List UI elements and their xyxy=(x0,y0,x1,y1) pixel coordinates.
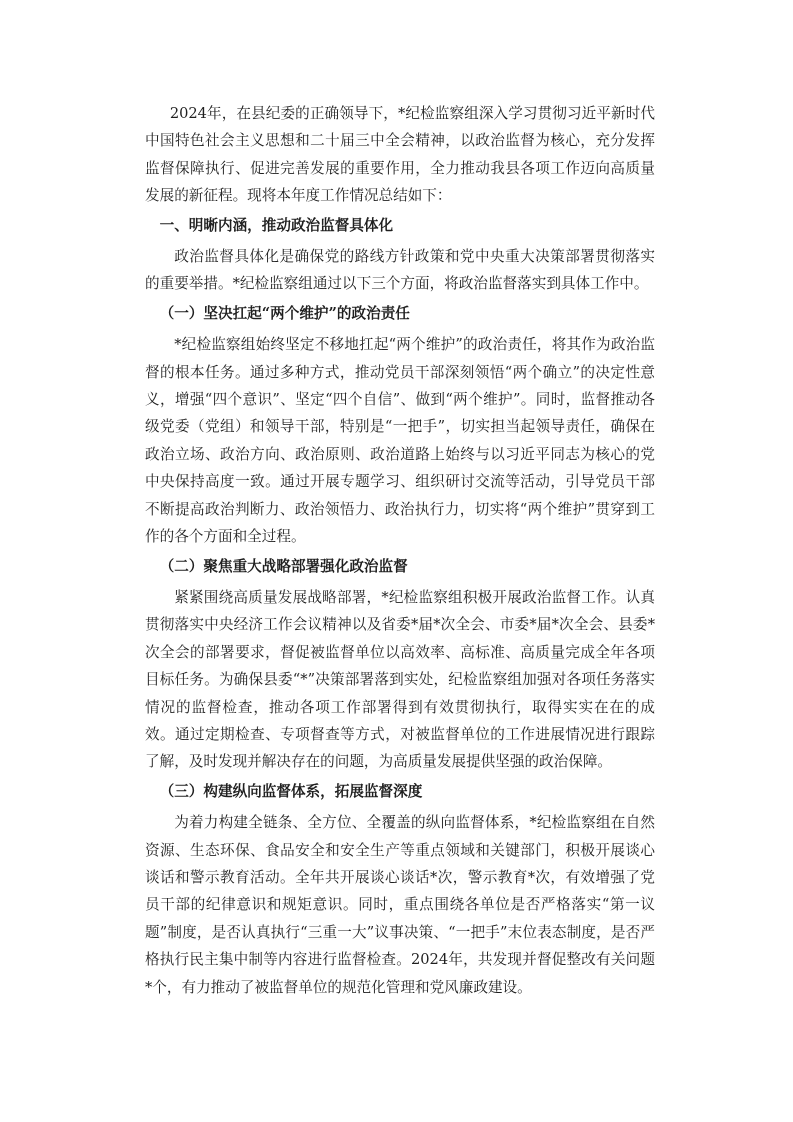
subsection-3-paragraph: 为着力构建全链条、全方位、全覆盖的纵向监督体系，*纪检监察组在自然资源、生态环保、食品安全和安全生产等重点领域和关键部门，积极开展谈心谈话和警示教育活动。全年共开展谈心谈话*次，警示教育*次，有效增强了党员干部的纪律意识和规矩意识。同时，重点围绕各单位是否严格落实“第一议题”制度，是否认真执行“三重一大”议事决策、“一把手”末位表态制度，是否严格执行民主集中制等内容进行监督检查。2024年，共发现并督促整改有关问题*个，有力推动了被监督单位的规范化管理和党风廉政建设。 xyxy=(145,814,655,996)
subsection-heading-1: （一）坚决扛起“两个维护”的政治责任 xyxy=(159,304,410,322)
document-body xyxy=(145,100,655,1001)
subsection-2-paragraph: 紧紧围绕高质量发展战略部署，*纪检监察组积极开展政治监督工作。认真贯彻落实中央经济工作会议精神以及省委*届*次全会、市委*届*次全会、县委*次全会的部署要求，督促被监督单位以高效率、高标准、高质量完成全年各项目标任务。为确保县委“*”决策部署落到实处，纪检监察组加强对各项任务落实情况的监督检查，推动各项工作部署得到有效贯彻执行，取得实实在在的成效。通过定期检查、专项督查等方式，对被监督单位的工作进展情况进行跟踪了解，及时发现并解决存在的问题，为高质量发展提供坚强的政治保障。 xyxy=(145,588,655,771)
subsection-heading-3: （三）构建纵向监督体系，拓展监督深度 xyxy=(159,782,423,800)
subsection-1-paragraph: *纪检监察组始终坚定不移地扛起“两个维护”的政治责任，将其作为政治监督的根本任务。通过多种方式，推动党员干部深刻领悟“两个确立”的决定性意义，增强“四个意识”、坚定“四个自信”、做到“两个维护”。同时，监督推动各级党委（党组）和领导干部，特别是“一把手”，切实担当起领导责任，确保在政治立场、政治方向、政治原则、政治道路上始终与以习近平同志为核心的党中央保持高度一致。通过开展专题学习、组织研讨交流等活动，引导党员干部不断提高政治判断力、政治领悟力、政治执行力，切实将“两个维护”贯穿到工作的各个方面和全过程。 xyxy=(145,336,655,546)
section-1-paragraph: 政治监督具体化是确保党的路线方针政策和党中央重大决策部署贯彻落实的重要举措。*纪检监察组通过以下三个方面，将政治监督落实到具体工作中。 xyxy=(145,248,655,293)
section-heading-1: 一、明晰内涵，推动政治监督具体化 xyxy=(159,216,394,234)
intro-paragraph: 2024年，在县纪委的正确领导下，*纪检监察组深入学习贯彻习近平新时代中国特色社会主义思想和二十届三中全会精神，以政治监督为核心，充分发挥监督保障执行、促进完善发展的重要作用，全力推动我县各项工作迈向高质量发展的新征程。现将本年度工作情况总结如下： xyxy=(145,105,655,205)
subsection-heading-2: （二）聚焦重大战略部署强化政治监督 xyxy=(159,557,408,575)
